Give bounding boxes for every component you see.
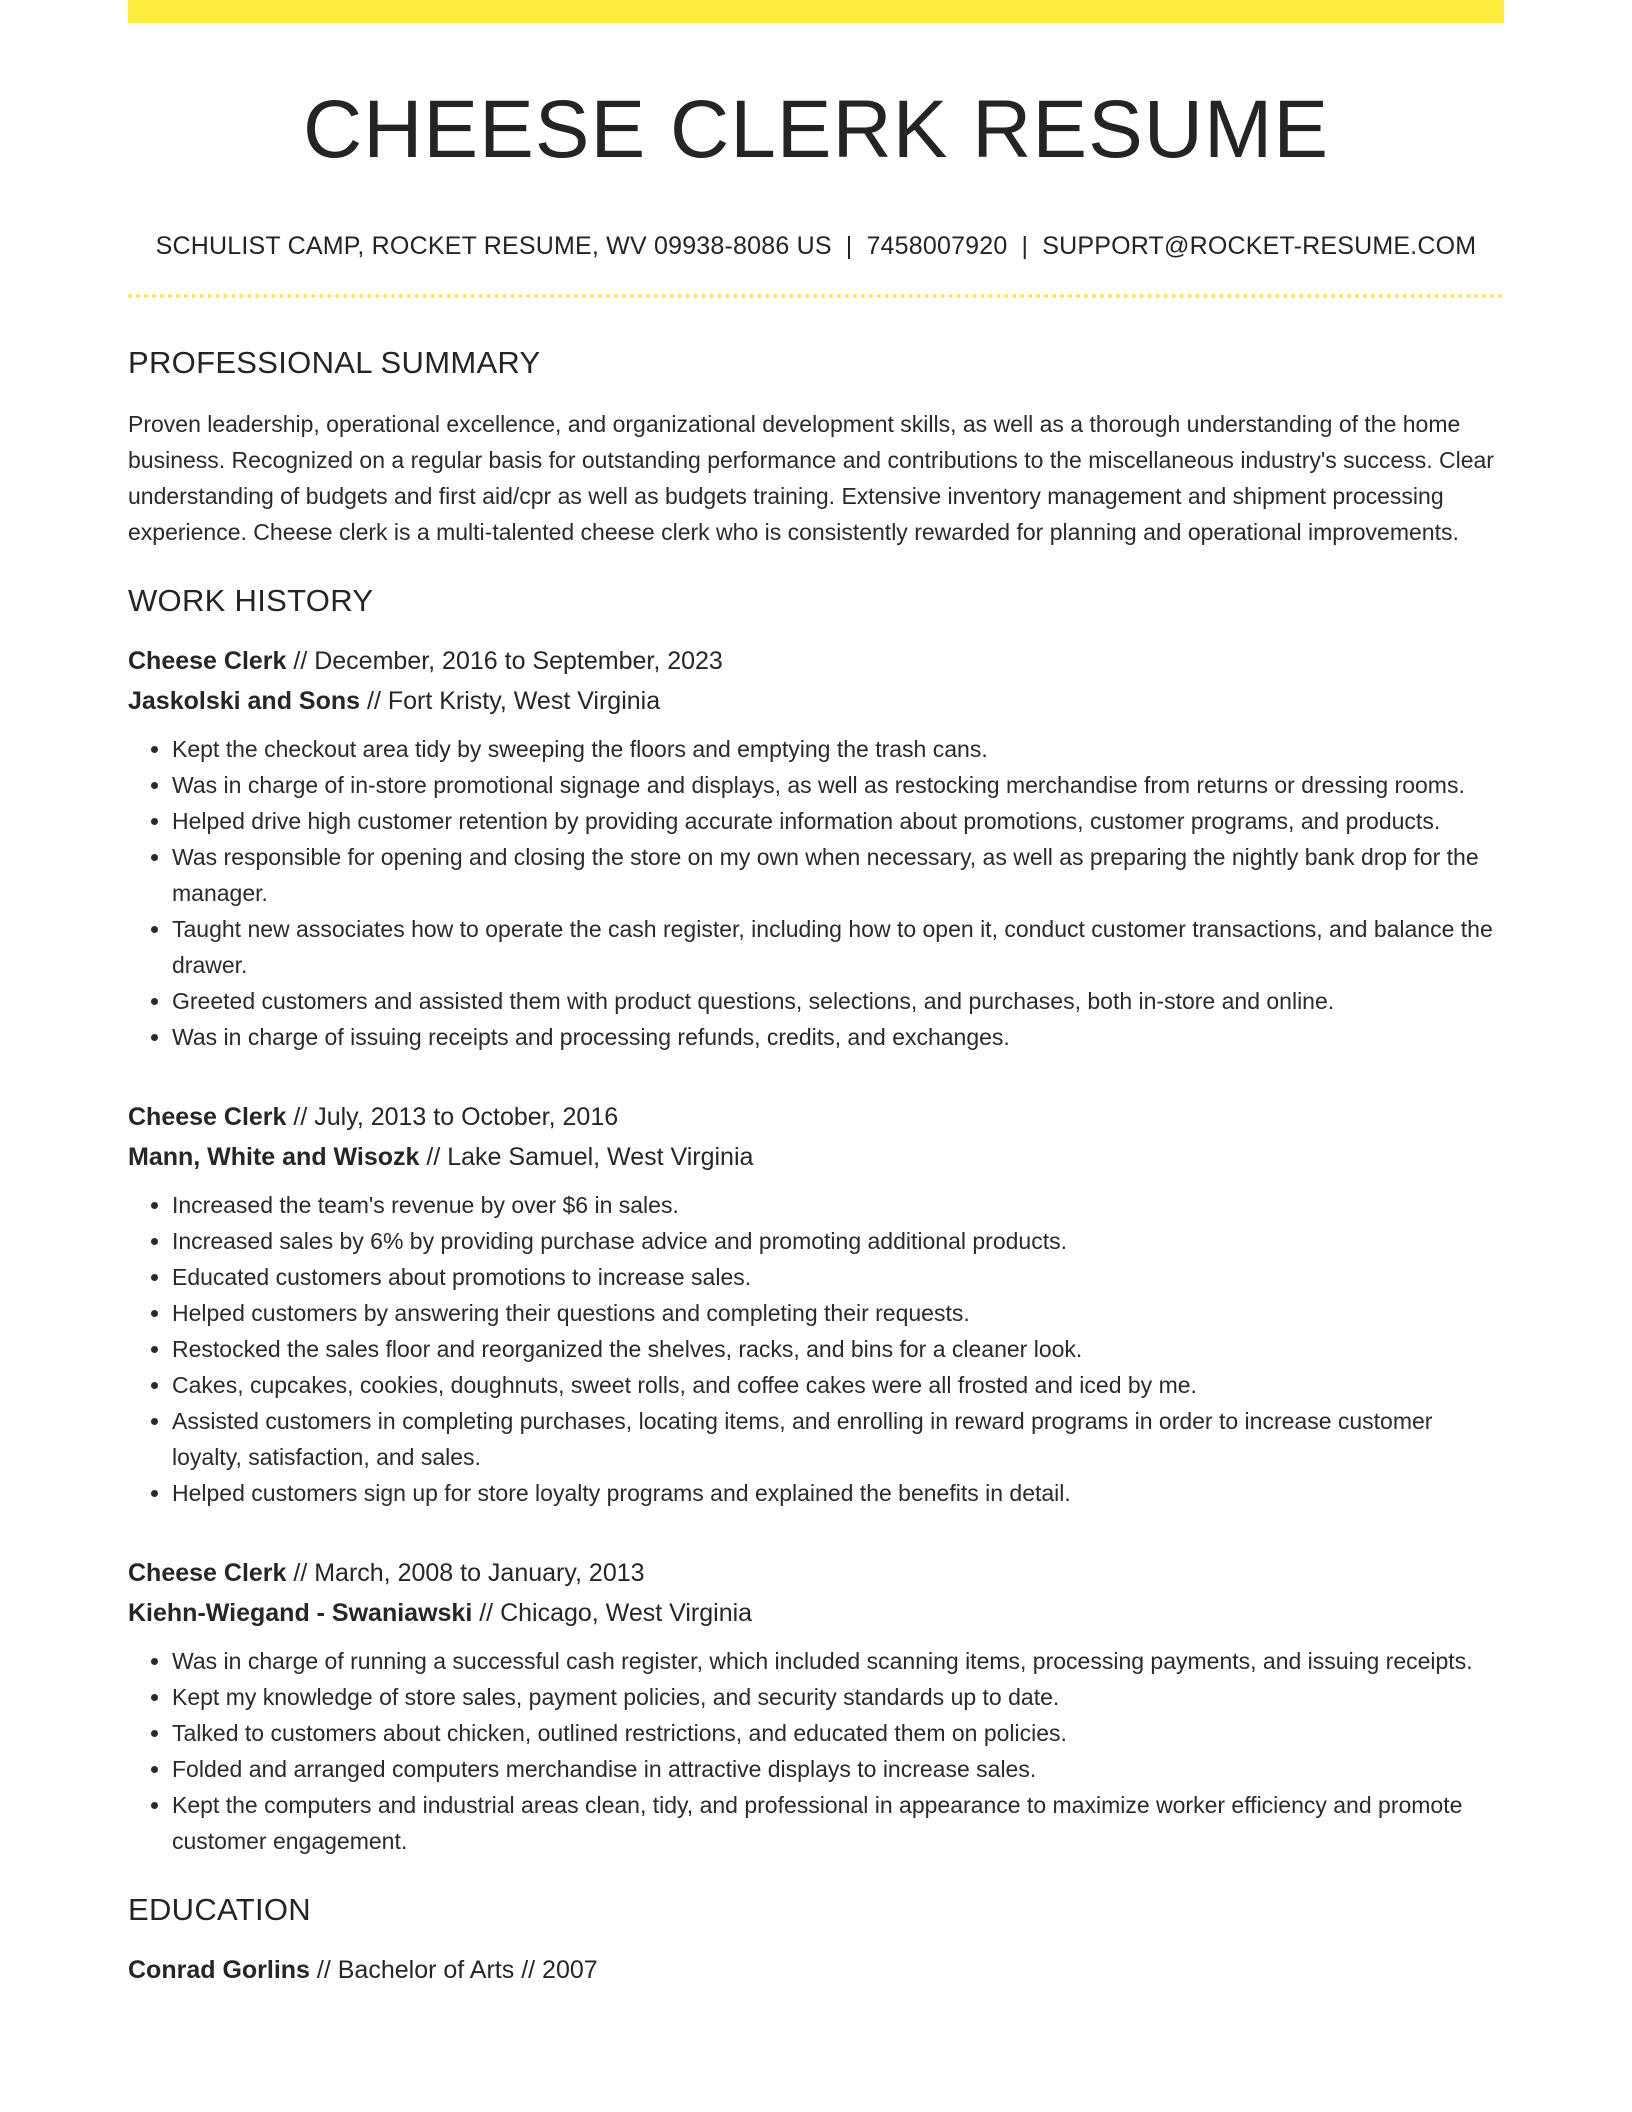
job-bullet: • Kept my knowledge of store sales, payment policies, and security standards up to date.: [172, 1679, 1504, 1715]
job-bullet-list: [128, 731, 1504, 1055]
job-bullet: • Increased the team's revenue by over $6 in sales.: [172, 1187, 1504, 1223]
job-bullet: • Helped customers by answering their questions and completing their requests.: [172, 1295, 1504, 1331]
job-bullet: • Talked to customers about chicken, outlined restrictions, and educated them on policies.: [172, 1715, 1504, 1751]
resume-page: [128, 0, 1504, 1990]
job-bullet: • Folded and arranged computers merchandise in attractive displays to increase sales.: [172, 1751, 1504, 1787]
job-location: // Lake Samuel, West Virginia: [426, 1142, 754, 1171]
job-title: Cheese Clerk: [128, 1102, 287, 1131]
job-title-line: [128, 1097, 1504, 1137]
job-company-line: [128, 1593, 1504, 1633]
summary-heading: PROFESSIONAL SUMMARY: [128, 345, 541, 381]
job-bullet-list: [128, 1643, 1504, 1859]
job-bullet: • Cakes, cupcakes, cookies, doughnuts, sweet rolls, and coffee cakes were all frosted and iced by me.: [172, 1367, 1504, 1403]
summary-text: Proven leadership, operational excellence, and organizational development skills, as well as a thorough understanding of the home business. Recognized on a regular basis for outstanding performance and contributions to the miscellaneous industry's success. Clear understanding of budgets and first aid/cpr as well as budgets training. Extensive inventory management and shipment processing experience. Cheese clerk is a multi-talented cheese clerk who is consistently rewarded for planning and operational improvements.: [128, 410, 1494, 545]
job-bullet: • Greeted customers and assisted them with product questions, selections, and purchases, both in-store and online.: [172, 983, 1504, 1019]
job-bullet: • Educated customers about promotions to increase sales.: [172, 1259, 1504, 1295]
contact-separator: |: [1021, 232, 1029, 261]
job-entry: [128, 1553, 1504, 1859]
job-company: Mann, White and Wisozk: [128, 1142, 420, 1171]
job-bullet: • Helped drive high customer retention by providing accurate information about promotions, customer programs, and products.: [172, 803, 1504, 839]
job-bullet: • Was in charge of in-store promotional signage and displays, as well as restocking merchandise from returns or dressing rooms.: [172, 767, 1504, 803]
job-entry: [128, 641, 1504, 1055]
job-dates: // March, 2008 to January, 2013: [293, 1558, 645, 1587]
education-degree: // Bachelor of Arts: [316, 1955, 515, 1984]
contact-phone: 7458007920: [866, 232, 1008, 261]
job-dates: // December, 2016 to September, 2023: [293, 646, 723, 675]
work-history-heading: WORK HISTORY: [128, 582, 374, 618]
job-entry: [128, 1097, 1504, 1511]
job-title-line: [128, 1553, 1504, 1593]
page-title: CHEESE CLERK RESUME: [302, 84, 1330, 175]
job-company-line: [128, 681, 1504, 721]
job-title-line: [128, 641, 1504, 681]
education-heading: EDUCATION: [128, 1891, 311, 1927]
job-bullet: • Helped customers sign up for store loyalty programs and explained the benefits in detail.: [172, 1475, 1504, 1511]
education-section: [128, 1891, 1504, 1990]
contact-separator: |: [845, 232, 853, 261]
job-list: [128, 641, 1504, 1859]
job-bullet-list: [128, 1187, 1504, 1511]
job-bullet: • Increased sales by 6% by providing purchase advice and promoting additional products.: [172, 1223, 1504, 1259]
summary-section: [128, 344, 1504, 549]
job-bullet: • Taught new associates how to operate the cash register, including how to open it, conduct customer transactions, and balance the drawer.: [172, 911, 1504, 983]
job-title: Cheese Clerk: [128, 1558, 287, 1587]
contact-email: SUPPORT@ROCKET-RESUME.COM: [1042, 232, 1477, 261]
job-location: // Chicago, West Virginia: [479, 1598, 753, 1627]
job-company: Kiehn-Wiegand - Swaniawski: [128, 1598, 473, 1627]
accent-top-bar: [128, 0, 1504, 23]
work-history-section: [128, 582, 1504, 1859]
job-bullet: • Kept the computers and industrial areas clean, tidy, and professional in appearance to maximize worker efficiency and promote customer engagement.: [172, 1787, 1504, 1859]
education-entry: [128, 1950, 1504, 1990]
job-bullet: • Kept the checkout area tidy by sweeping the floors and emptying the trash cans.: [172, 731, 1504, 767]
job-bullet: • Was responsible for opening and closing the store on my own when necessary, as well as preparing the nightly bank drop for the manager.: [172, 839, 1504, 911]
job-bullet: • Was in charge of running a successful cash register, which included scanning items, processing payments, and issuing receipts.: [172, 1643, 1504, 1679]
dotted-divider: [128, 294, 1504, 298]
education-school: Conrad Gorlins: [128, 1955, 310, 1984]
job-dates: // July, 2013 to October, 2016: [293, 1102, 619, 1131]
job-title: Cheese Clerk: [128, 646, 287, 675]
job-location: // Fort Kristy, West Virginia: [367, 686, 661, 715]
education-list: [128, 1950, 1504, 1990]
contact-line: [128, 231, 1504, 261]
job-bullet: • Was in charge of issuing receipts and processing refunds, credits, and exchanges.: [172, 1019, 1504, 1055]
contact-address: SCHULIST CAMP, ROCKET RESUME, WV 09938-8086 US: [155, 232, 832, 261]
job-bullet: • Assisted customers in completing purchases, locating items, and enrolling in reward programs in order to increase customer loyalty, satisfaction, and sales.: [172, 1403, 1504, 1475]
job-company-line: [128, 1137, 1504, 1177]
job-bullet: • Restocked the sales floor and reorganized the shelves, racks, and bins for a cleaner look.: [172, 1331, 1504, 1367]
job-company: Jaskolski and Sons: [128, 686, 361, 715]
education-year: // 2007: [521, 1955, 598, 1984]
